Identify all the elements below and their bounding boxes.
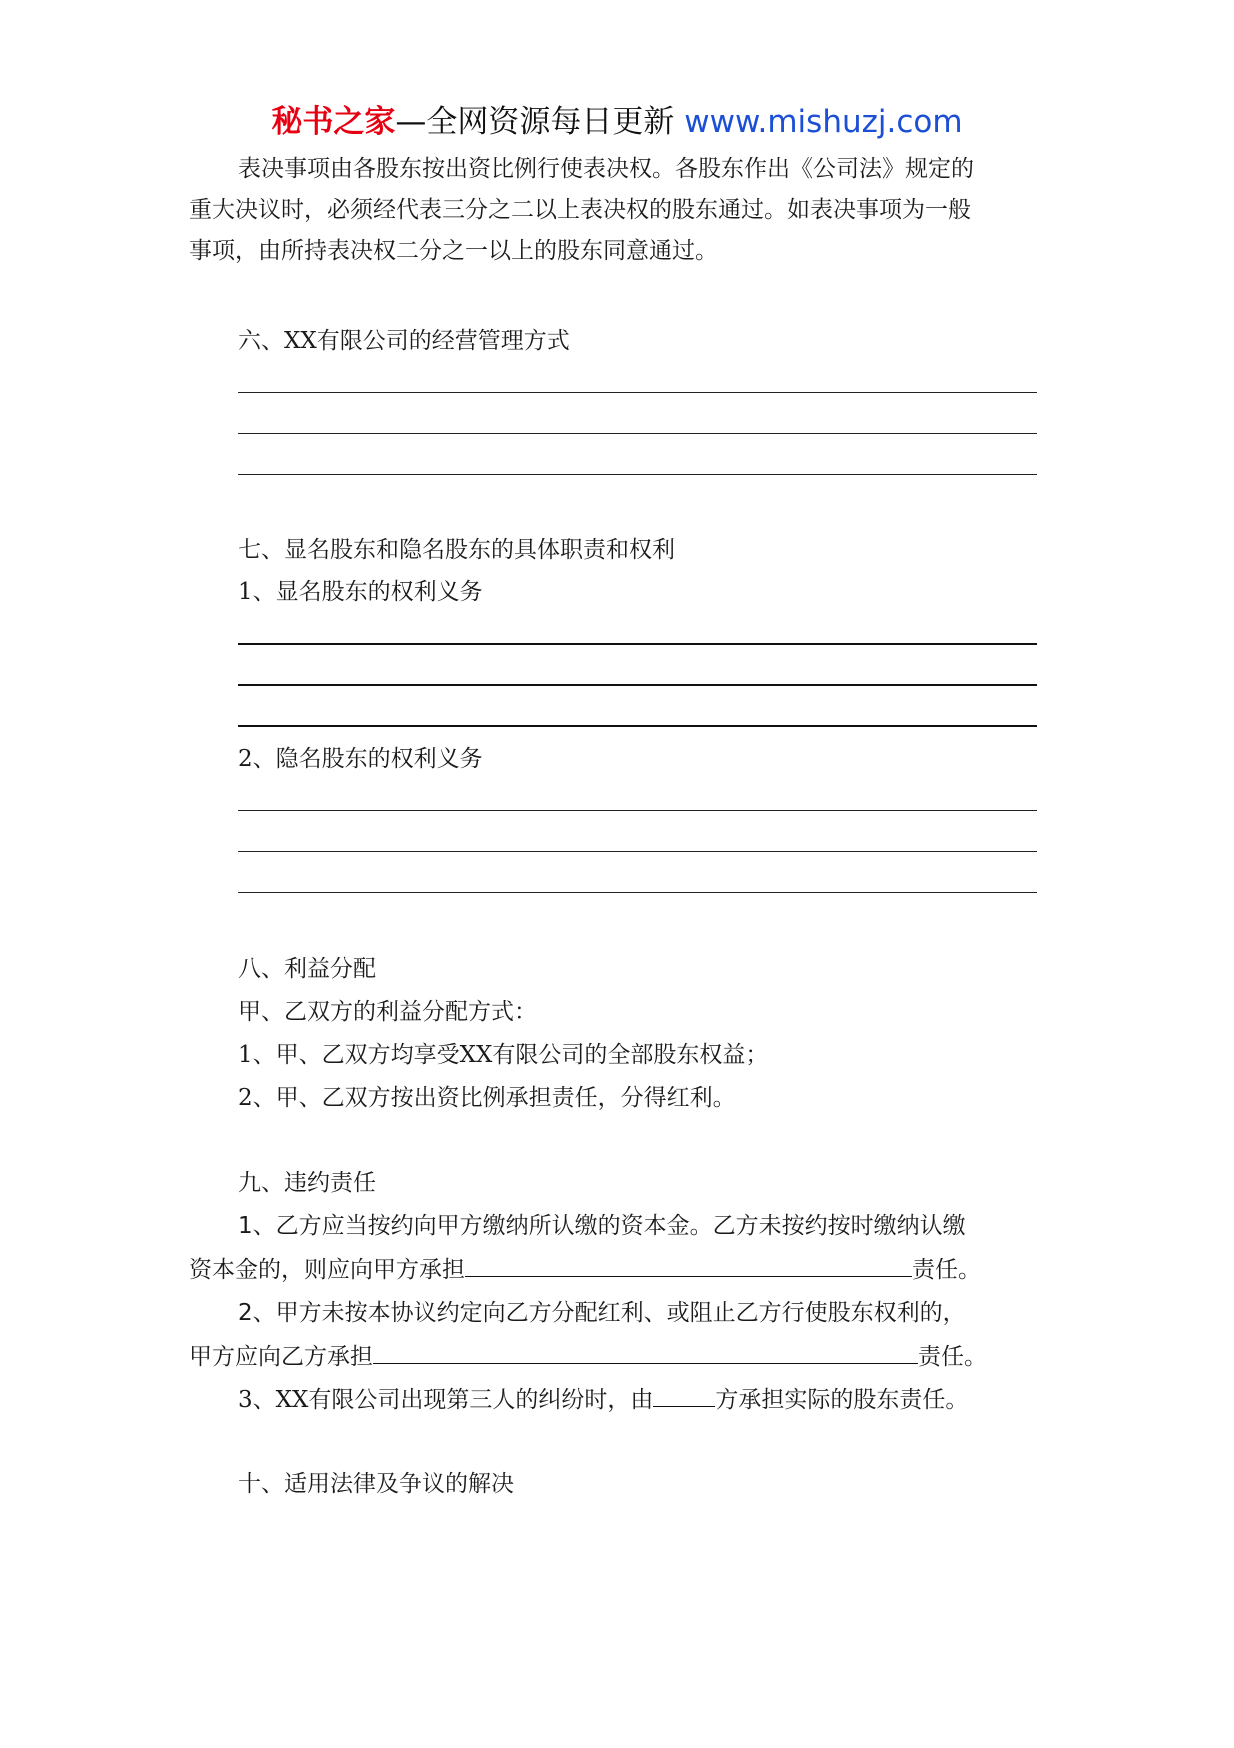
section-9-title: 九、违约责任 [238, 1170, 376, 1196]
section-9-item-2-line-2 [189, 1341, 987, 1372]
section-7-1-blank-line-1 [238, 643, 1037, 645]
section-7-title: 七、显名股东和隐名股东的具体职责和权利 [238, 537, 675, 563]
section-9-item-1-number: 1 [238, 1213, 253, 1239]
section-7-1-blank-line-3 [238, 725, 1037, 727]
section-9-item-2-blank [373, 1341, 918, 1364]
voting-paragraph-line-1: 表决事项由各股东按出资比例行使表决权。各股东作出《公司法》规定的 [238, 156, 974, 182]
section-8-intro: 甲、乙双方的利益分配方式： [238, 999, 537, 1025]
section-7-item-2: 2、隐名股东的权利义务 [238, 746, 483, 772]
section-8-title: 八、利益分配 [238, 956, 376, 982]
section-6-blank-line-1 [238, 392, 1037, 393]
section-7-1-blank-line-2 [238, 684, 1037, 686]
section-10-title: 十、适用法律及争议的解决 [238, 1471, 514, 1497]
section-6-blank-line-3 [238, 474, 1037, 475]
section-9-item-2-text: 、甲方未按本协议约定向乙方分配红利、或阻止乙方行使股东权利的， [252, 1300, 966, 1326]
section-9-item-1-line-2 [189, 1254, 981, 1285]
section-9-item-1-text: 、乙方应当按约向甲方缴纳所认缴的资本金。乙方未按约按时缴纳认缴 [252, 1213, 966, 1239]
section-6-blank-line-2 [238, 433, 1037, 434]
section-7-2-blank-line-1 [238, 810, 1037, 811]
section-9-item-2-number: 2 [238, 1300, 253, 1326]
section-9-item-1-suffix: 责任。 [912, 1257, 981, 1283]
section-9-item-2-line-1 [238, 1298, 966, 1328]
section-9-item-3-suffix: 方承担实际的股东责任。 [715, 1387, 969, 1413]
section-7-2-blank-line-3 [238, 892, 1037, 893]
section-9-item-3-blank [653, 1384, 715, 1407]
section-9-item-1-blank [465, 1254, 912, 1277]
section-6-title: 六、XX有限公司的经营管理方式 [238, 328, 570, 354]
section-9-item-1-line-1 [238, 1211, 966, 1241]
section-9-item-1-prefix: 资本金的，则应向甲方承担 [189, 1257, 465, 1283]
section-9-item-3-prefix: 3、XX有限公司出现第三人的纠纷时，由 [238, 1387, 654, 1413]
section-8-item-1: 1、甲、乙双方均享受XX有限公司的全部股东权益； [238, 1042, 769, 1068]
site-url-link[interactable]: www.mishuzj.com [684, 104, 963, 140]
section-7-item-1: 1、显名股东的权利义务 [238, 579, 483, 605]
header-tagline: —全网资源每日更新 [395, 104, 675, 140]
site-header [0, 102, 1234, 142]
section-8-item-2: 2、甲、乙双方按出资比例承担责任，分得红利。 [238, 1085, 736, 1111]
section-9-item-2-prefix: 甲方应向乙方承担 [189, 1344, 373, 1370]
section-9-item-3 [238, 1384, 968, 1415]
section-9-item-2-suffix: 责任。 [918, 1344, 987, 1370]
brand-name: 秘书之家 [271, 104, 396, 140]
voting-paragraph-line-2: 重大决议时，必须经代表三分之二以上表决权的股东通过。如表决事项为一般 [189, 197, 971, 223]
voting-paragraph-line-3: 事项，由所持表决权二分之一以上的股东同意通过。 [189, 238, 718, 264]
section-7-2-blank-line-2 [238, 851, 1037, 852]
